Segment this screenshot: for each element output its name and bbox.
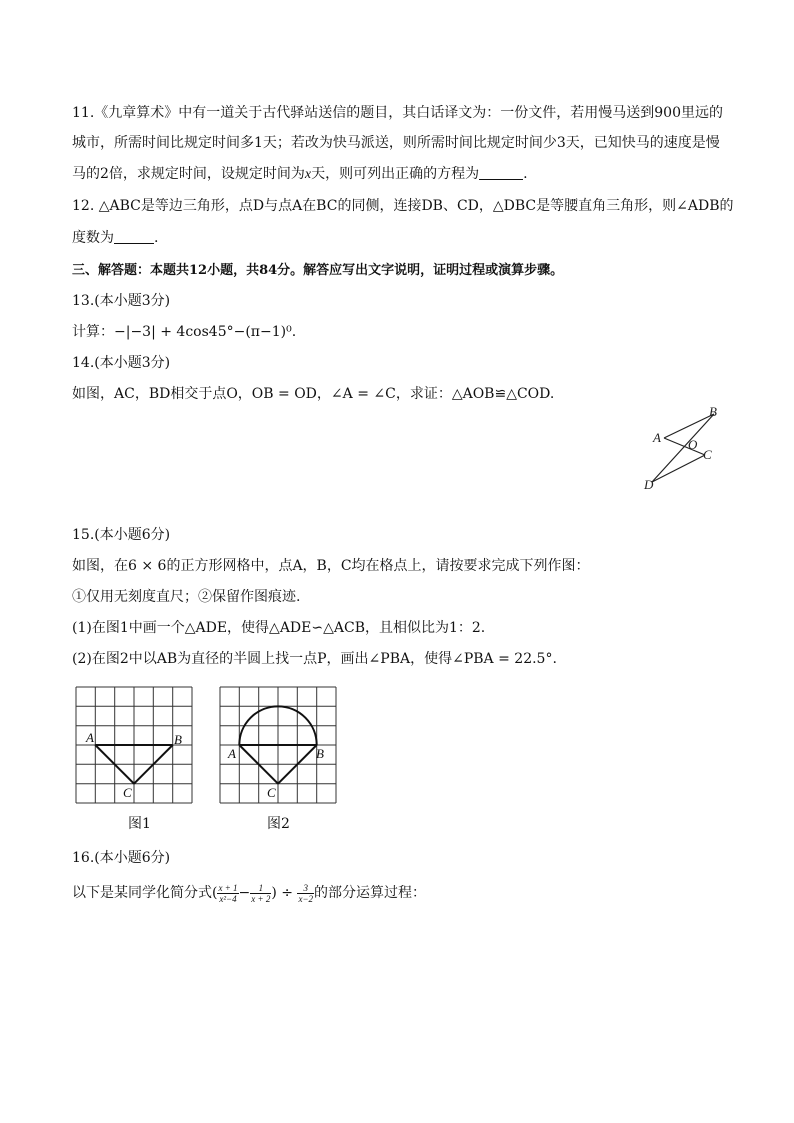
q15-fig2-label-a: A: [228, 746, 236, 761]
q15-part2: (2)在图2中以AB为直径的半圆上找一点P，画出∠PBA，使得∠PBA = 22.5°.: [72, 651, 557, 667]
q15-fig2-caption: 图2: [267, 816, 290, 832]
q15-fig2-label-c: C: [267, 785, 276, 800]
q12-line2: [72, 228, 158, 248]
q16-header: 16.(本小题6分): [72, 850, 171, 866]
q16-fraction-1: [217, 883, 238, 904]
q15-header: 15.(本小题6分): [72, 527, 171, 543]
q12-line2-text: 度数为: [72, 230, 114, 246]
q15-rule: ①仅用无刻度直尺；②保留作图痕迹.: [72, 589, 301, 605]
q15-fig1-label-a: A: [86, 730, 94, 745]
q14-label-o: O: [688, 437, 698, 452]
q11-line3-text-a: 马的2倍，求规定时间，设规定时间为: [72, 166, 305, 182]
q11-line3-text-b: 天，则可列出正确的方程为: [311, 166, 480, 182]
q14-figure: [640, 400, 730, 495]
q12-line1: 12. △ABC是等边三角形，点D与点A在BC的同侧，连接DB、CD，△DBC是等腰直角三角形，则∠ADB的: [72, 198, 734, 214]
q16-frac2-den: x + 2: [251, 893, 271, 904]
section-3-heading: 三、解答题：本题共12小题，共84分。解答应写出文字说明，证明过程或演算步骤。: [72, 263, 564, 278]
q14-segment-dc: [652, 455, 705, 482]
q14-label-c: C: [703, 447, 712, 462]
q15-part1: (1)在图1中画一个△ADE，使得△ADE∽△ACB，且相似比为1：2.: [72, 620, 486, 636]
q15-fig1-label-c: C: [123, 785, 132, 800]
q11-answer-blank[interactable]: [479, 165, 523, 180]
q13-body: 计算：−|−3| + 4cos45°−(π−1)⁰.: [72, 324, 297, 340]
q16-body: [72, 880, 426, 906]
q11-var-x: x: [304, 167, 312, 182]
q11-line2: 城市，所需时间比规定时间多1天；若改为快马派送，则所需时间比规定时间少3天，已知快马的速度是慢: [72, 135, 720, 151]
q16-fraction-3: [297, 883, 314, 904]
q16-text-b: 的部分运算过程：: [314, 885, 427, 901]
q15-intro: 如图，在6 × 6的正方形网格中，点A，B，C均在格点上，请按要求完成下列作图：: [72, 558, 590, 574]
q14-label-b: B: [709, 404, 717, 419]
q16-frac3-num: 3: [297, 883, 314, 894]
q14-header: 14.(本小题3分): [72, 355, 171, 371]
q16-frac3-den: x−2: [298, 893, 314, 904]
q14-label-d: D: [644, 477, 654, 492]
q14-segment-ab: [664, 414, 714, 438]
q16-text-a: 以下是某同学化简分式(: [72, 885, 218, 901]
q12-end: .: [154, 230, 159, 246]
q16-fraction-2: [250, 883, 271, 904]
q15-fig1-caption: 图1: [128, 816, 151, 832]
q15-figure-1: [68, 682, 198, 808]
q16-frac1-num: x + 1: [218, 882, 238, 893]
q13-header: 13.(本小题3分): [72, 293, 171, 309]
q14-label-a: A: [653, 430, 661, 445]
q16-frac1-den: x²−4: [219, 893, 237, 904]
q11-line1: 11.《九章算术》中有一道关于古代驿站送信的题目，其白话译文为：一份文件，若用慢马送到900里远的: [72, 105, 723, 121]
q11-line3: [72, 164, 528, 185]
q15-fig2-label-b: B: [316, 746, 324, 761]
q11-end: .: [523, 166, 528, 182]
q12-answer-blank[interactable]: [114, 229, 154, 244]
q14-body: 如图，AC，BD相交于点O，OB = OD，∠A = ∠C，求证：△AOB≌△COD.: [72, 386, 555, 402]
q15-figure-2: [210, 682, 350, 808]
q15-fig1-label-b: B: [174, 732, 182, 747]
q16-divide: ) ÷: [271, 885, 298, 901]
q16-minus: −: [238, 885, 251, 901]
q16-frac2-num: 1: [250, 883, 271, 894]
